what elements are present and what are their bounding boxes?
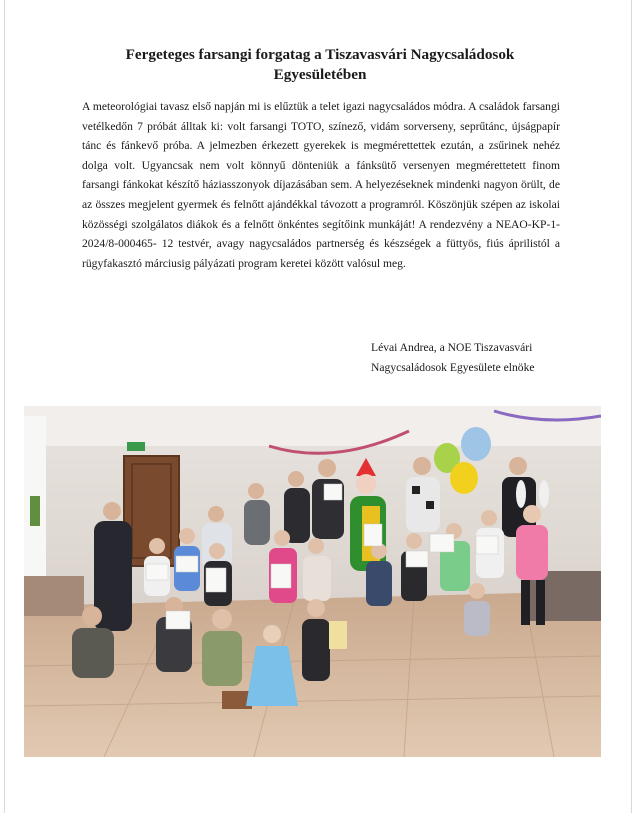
signature-block xyxy=(371,338,591,377)
page-border-right xyxy=(631,0,632,813)
page-border-left xyxy=(4,0,5,813)
signature-line-2: Nagycsaládosok Egyesülete elnöke xyxy=(371,360,535,374)
article-body: A meteorológiai tavasz első napján mi is elűztük a telet igazi nagycsaládos módra. A családok farsangi vetélkedőn 7 próbát álltak ki: volt farsangi TOTO, színező, vidám sorverseny, seprűtánc, újságpapír tánc és fánkevő próba. A jelmezben érkezett gyerekek is megmérettettek ezután, a zsűrinek nehéz dolga volt. Ugyancsak nem volt könnyű dönteniük a fánksütő versenyen megmérettetett finom farsangi fánkokat készítő háziasszonyok díjazásában sem. A helyezéseknek mindenki nagyon örült, de az összes megjelent gyermek és felnőtt ajándékkal távozott a programról. Köszönjük szépen az iskolai közösségi szolgálatos diákok és a felnőtt önkéntes segítőink munkáját! A rendezvény a NEAO-KP-1-2024/8-000465- 12 testvér, avagy nagycsaládos partnerség és készségek a füttyös, fiús áprilistól a rügyfakasztó márciusig pályázati program keretei között valósul meg. xyxy=(82,100,560,270)
signature-line-1: Lévai Andrea, a NOE Tiszavasvári xyxy=(371,341,533,354)
group-photo-illustration xyxy=(24,406,601,757)
article-title: Fergeteges farsangi forgatag a Tiszavasvári Nagycsaládosok Egyesületében xyxy=(125,46,515,83)
group-photo xyxy=(24,406,601,757)
